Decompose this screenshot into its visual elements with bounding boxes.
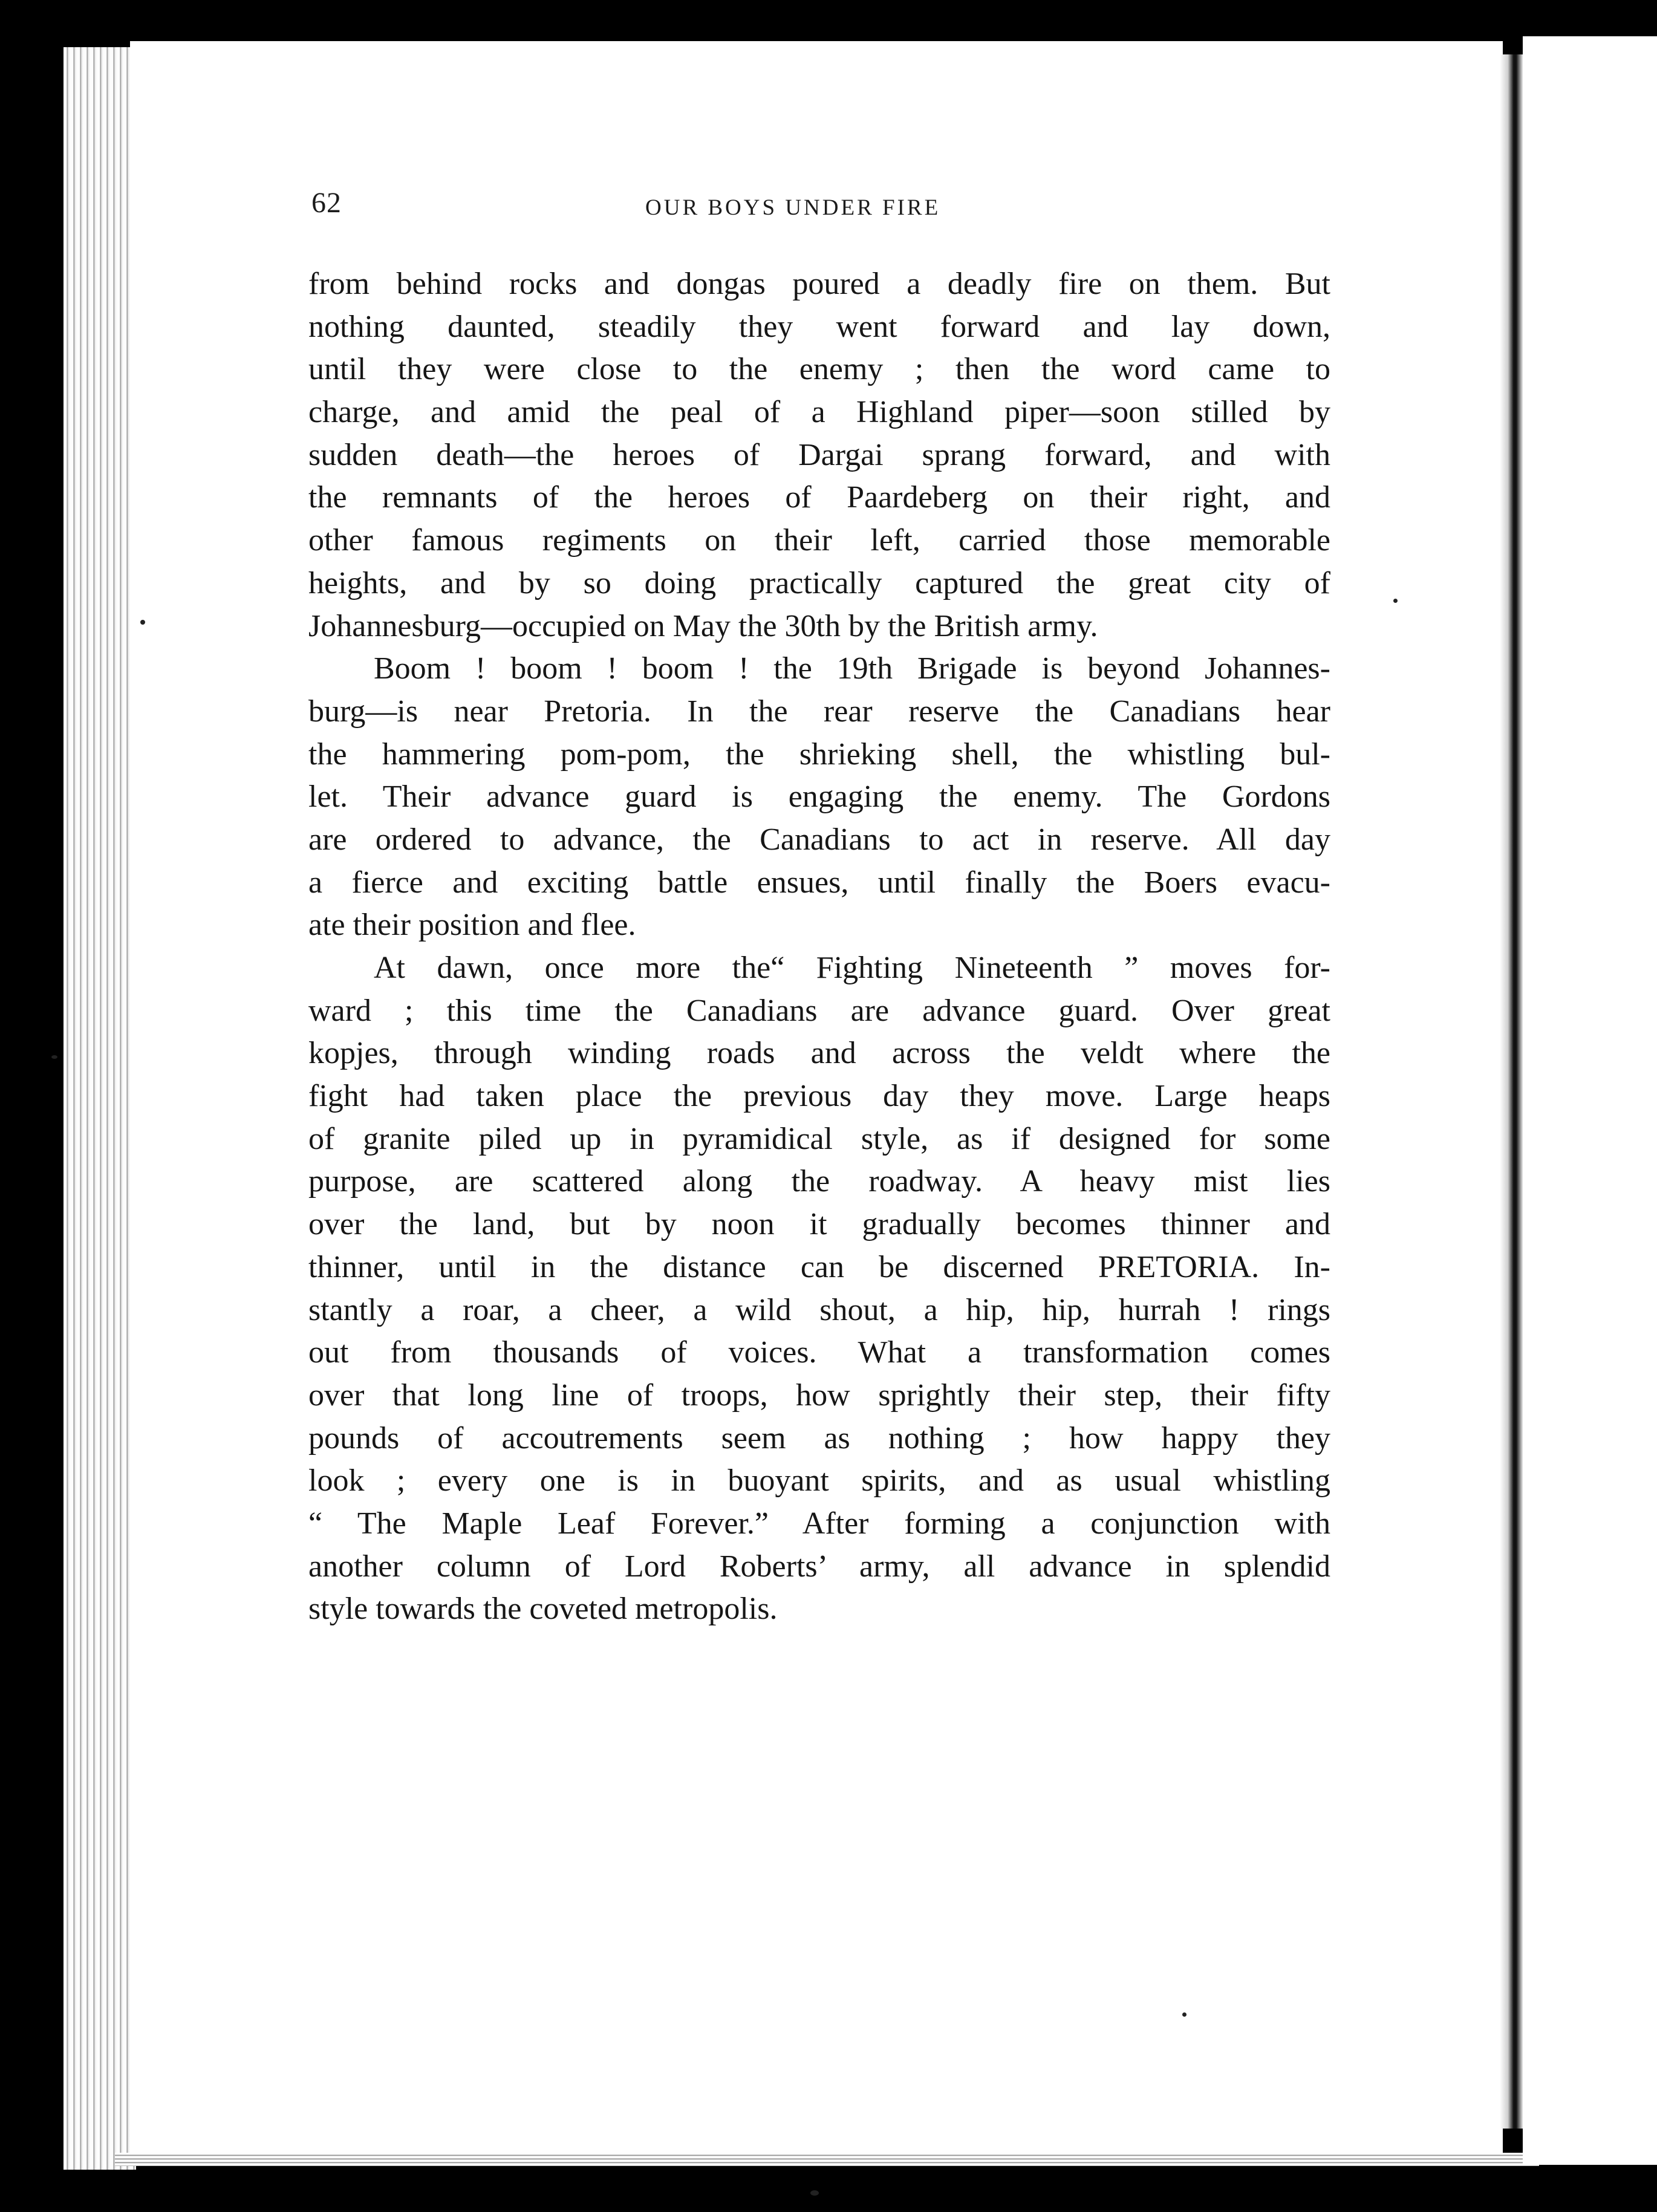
ink-speck <box>810 2190 819 2196</box>
text-line: thinner, until in the distance can be discerned PRETORIA. In- <box>308 1249 1330 1284</box>
text-line: fight had taken place the previous day they move. Large heaps <box>308 1079 1330 1114</box>
text-line: let. Their advance guard is engaging the enemy. The Gordons <box>308 779 1330 815</box>
paragraph <box>308 263 1330 648</box>
text-line: At dawn, once more the“ Fighting Nineteenth ” moves for- <box>374 951 1330 985</box>
page-header <box>311 186 1327 229</box>
text-line: ate their position and flee. <box>308 908 636 943</box>
text-line: Johannesburg—occupied on May the 30th by the British army. <box>308 608 1098 643</box>
text-line: the remnants of the heroes of Paardeberg on their right, and <box>308 480 1330 515</box>
text-line: over that long line of troops, how sprightly their step, their fifty <box>308 1378 1330 1413</box>
text-line: “ The Maple Leaf Forever.” After forming a conjunction with <box>308 1506 1330 1541</box>
text-line: over the land, but by noon it gradually becomes thinner and <box>308 1207 1330 1242</box>
text-line: the hammering pom-pom, the shrieking shell, the whistling bul- <box>308 737 1330 772</box>
text-line: of granite piled up in pyramidical style, as if designed for some <box>308 1121 1330 1156</box>
text-line: Boom ! boom ! boom ! the 19th Brigade is beyond Johannes- <box>374 651 1330 686</box>
page-number: 62 <box>311 187 342 219</box>
body-text <box>308 263 1330 1631</box>
ink-speck <box>140 620 145 625</box>
book-gutter <box>1500 54 1523 2129</box>
text-line: pounds of accoutrements seem as nothing ; how happy they <box>308 1420 1330 1456</box>
text-line: stantly a roar, a cheer, a wild shout, a hip, hip, hurrah ! rings <box>308 1292 1330 1327</box>
text-line: charge, and amid the peal of a Highland piper—soon stilled by <box>308 395 1330 430</box>
running-head: OUR BOYS UNDER FIRE <box>645 195 941 220</box>
text-line: another column of Lord Roberts’ army, all advance in splendid <box>308 1549 1330 1584</box>
text-line: other famous regiments on their left, carried those memorable <box>308 523 1330 558</box>
paragraph <box>308 947 1330 1631</box>
ink-speck <box>1393 599 1398 603</box>
text-line: sudden death—the heroes of Dargai sprang forward, and with <box>308 437 1330 472</box>
text-line: nothing daunted, steadily they went forward and lay down, <box>308 309 1330 344</box>
text-line: are ordered to advance, the Canadians to act in reserve. All day <box>308 822 1330 857</box>
text-line: heights, and by so doing practically captured the great city of <box>308 565 1330 600</box>
page-stack-bottom-edge <box>115 2153 1539 2166</box>
text-line: ward ; this time the Canadians are advance guard. Over great <box>308 993 1330 1028</box>
right-page-margin <box>1523 36 1657 2165</box>
ink-speck <box>51 1055 57 1059</box>
text-line: style towards the coveted metropolis. <box>308 1592 778 1627</box>
text-line: until they were close to the enemy ; then the word came to <box>308 352 1330 387</box>
page-stack-edges <box>63 47 136 2170</box>
paragraph <box>308 648 1330 947</box>
ink-speck <box>1182 2012 1187 2017</box>
text-line: purpose, are scattered along the roadway. A heavy mist lies <box>308 1164 1330 1199</box>
text-line: out from thousands of voices. What a transformation comes <box>308 1335 1330 1370</box>
text-line: burg—is near Pretoria. In the rear reserve the Canadians hear <box>308 694 1330 729</box>
text-line: a fierce and exciting battle ensues, until finally the Boers evacu- <box>308 865 1330 900</box>
text-line: kopjes, through winding roads and across the veldt where the <box>308 1036 1330 1071</box>
text-line: look ; every one is in buoyant spirits, and as usual whistling <box>308 1463 1330 1498</box>
text-line: from behind rocks and dongas poured a deadly fire on them. But <box>308 267 1330 301</box>
